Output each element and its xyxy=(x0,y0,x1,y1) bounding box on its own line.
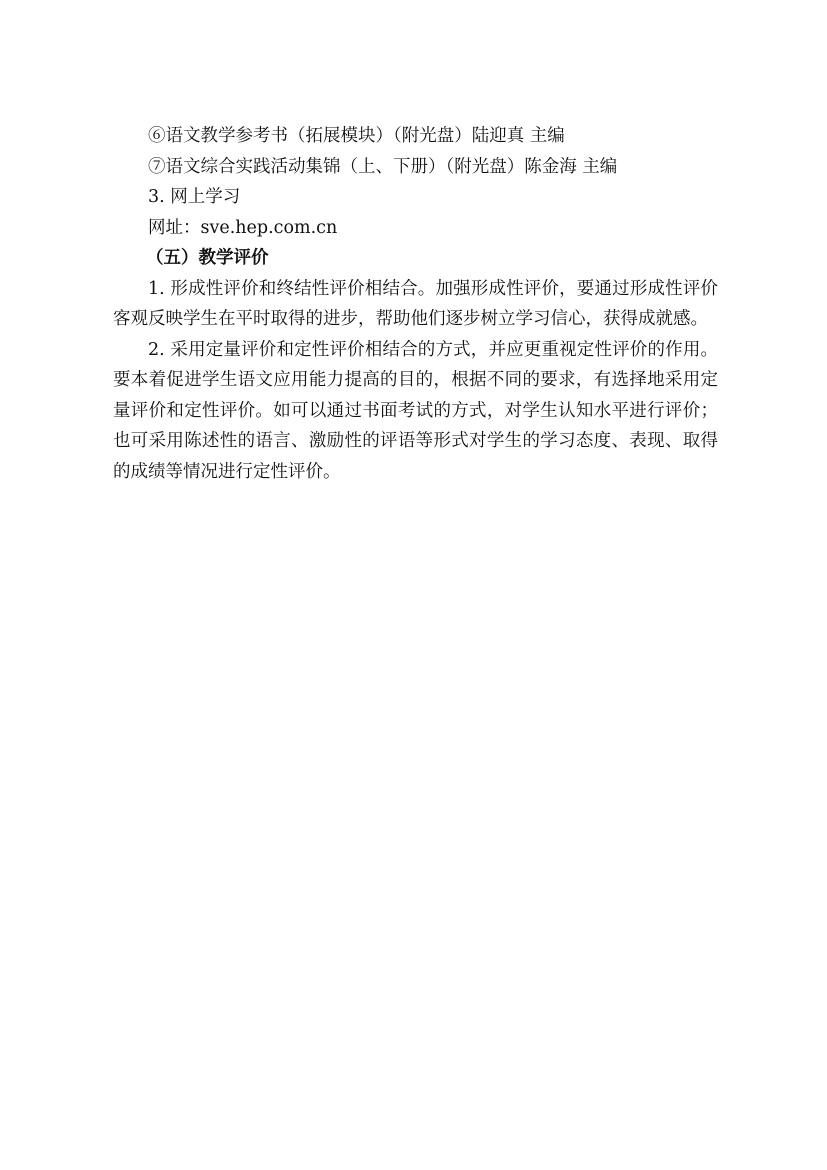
evaluation-paragraph-2: 2. 采用定量评价和定性评价相结合的方式，并应更重视定性评价的作用。要本着促进学生语文应用能力提高的目的，根据不同的要求，有选择地采用定量评价和定性评价。如可以通过书面考试的方式，对学生认知水平进行评价；也可采用陈述性的语言、激励性的评语等形式对学生的学习态度、表现、取得的成绩等情况进行定性评价。 xyxy=(113,339,718,482)
online-learning-heading: 3. 网上学习 xyxy=(148,187,241,207)
evaluation-paragraph-1: 1. 形成性评价和终结性评价相结合。加强形成性评价，要通过形成性评价客观反映学生在平时取得的进步，帮助他们逐步树立学习信心，获得成就感。 xyxy=(113,278,718,329)
section-heading-evaluation: （五）教学评价 xyxy=(146,248,269,268)
document-body xyxy=(113,121,718,487)
reference-item-6: ⑥语文教学参考书（拓展模块）（附光盘）陆迎真 主编 xyxy=(148,126,565,146)
reference-item-7: ⑦语文综合实践活动集锦（上、下册）（附光盘）陈金海 主编 xyxy=(148,156,618,177)
website-line: 网址：sve.hep.com.cn xyxy=(148,217,338,238)
